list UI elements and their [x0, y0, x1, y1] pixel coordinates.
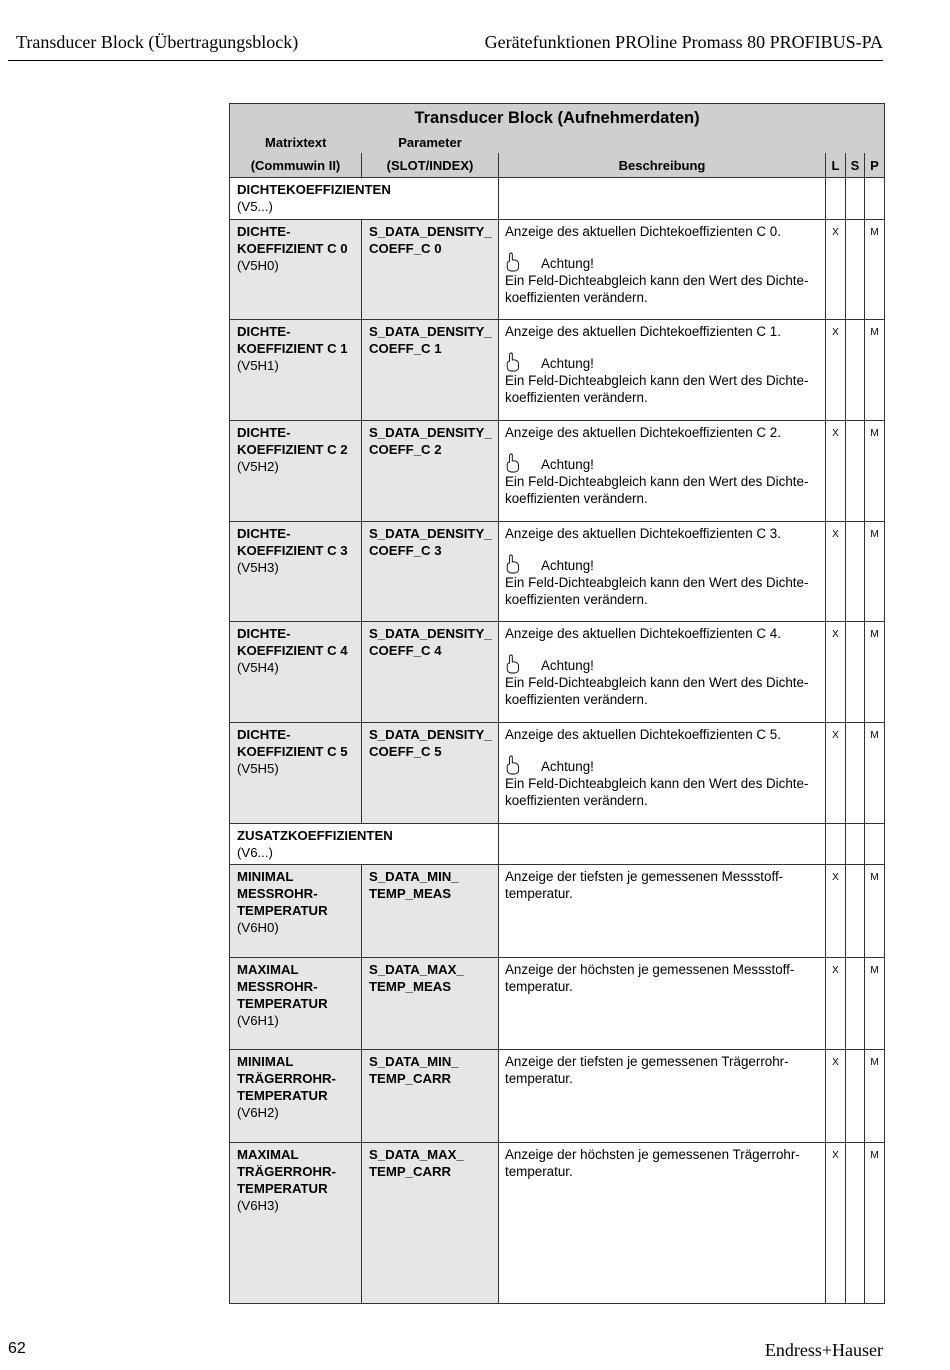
pointing-hand-icon [505, 654, 521, 674]
flag-p: M [865, 1050, 885, 1143]
parameter-name: COEFF_C 4 [369, 643, 442, 659]
parameter-name: S_DATA_DENSITY_ [369, 425, 492, 441]
pointing-hand-icon [505, 453, 521, 473]
parameter-name: S_DATA_MAX_ [369, 1146, 464, 1162]
group-code: (V6...) [237, 844, 273, 860]
col-header-s: S [846, 153, 865, 178]
warning-text: koeffizienten verändern. [505, 692, 648, 708]
pointing-hand-icon [505, 252, 521, 272]
header-section-title: Transducer Block (Übertragungsblock) [16, 32, 299, 52]
description-text: Anzeige der tiefsten je gemessenen Messstoff- [505, 868, 784, 884]
description-text: Anzeige der tiefsten je gemessenen Trägerrohr- [505, 1054, 789, 1070]
parameter-name: S_DATA_MAX_ [369, 961, 464, 977]
warning-text: koeffizienten verändern. [505, 591, 648, 607]
flag-s [846, 421, 865, 522]
warning-text: koeffizienten verändern. [505, 289, 648, 305]
warning-label: Achtung! [541, 457, 594, 473]
matrix-code: (V6H2) [237, 1105, 279, 1121]
flag-l: X [826, 219, 846, 320]
matrix-text: MINIMAL [237, 1054, 294, 1070]
warning-text: Ein Feld-Dichteabgleich kann den Wert des Dichte- [505, 474, 809, 490]
matrix-text: DICHTE- [237, 223, 291, 239]
matrix-code: (V5H5) [237, 761, 279, 777]
matrix-text: MESSROHR- [237, 885, 318, 901]
flag-s [846, 957, 865, 1050]
table-row [230, 1142, 885, 1303]
table-title: Transducer Block (Aufnehmerdaten) [230, 104, 885, 132]
warning-label: Achtung! [541, 356, 594, 372]
matrix-code: (V5H2) [237, 459, 279, 475]
matrix-text: DICHTE- [237, 525, 291, 541]
description-text: Anzeige des aktuellen Dichtekoeffizienten C 4. [505, 626, 781, 642]
warning-text: Ein Feld-Dichteabgleich kann den Wert des Dichte- [505, 776, 809, 792]
pointing-hand-icon [505, 755, 521, 775]
matrix-text: MESSROHR- [237, 978, 318, 994]
col-header-slot-index: (SLOT/INDEX) [362, 153, 499, 178]
matrix-text: DICHTE- [237, 324, 291, 340]
matrix-text: TRÄGERROHR- [237, 1163, 336, 1179]
description-text: temperatur. [505, 1071, 573, 1087]
table-row [230, 521, 885, 622]
description-text: temperatur. [505, 1163, 573, 1179]
warning-text: Ein Feld-Dichteabgleich kann den Wert des Dichte- [505, 574, 809, 590]
parameter-name: TEMP_MEAS [369, 885, 452, 901]
pointing-hand-icon [505, 554, 521, 574]
matrix-text: TEMPERATUR [237, 902, 328, 918]
matrix-code: (V6H0) [237, 919, 279, 935]
warning-text: Ein Feld-Dichteabgleich kann den Wert des Dichte- [505, 373, 809, 389]
col-header-beschreibung: Beschreibung [499, 153, 826, 178]
col-header-commuwin: (Commuwin II) [230, 153, 362, 178]
table-row [230, 219, 885, 320]
flag-s [846, 1142, 865, 1303]
matrix-code: (V5H1) [237, 358, 279, 374]
flag-s [846, 320, 865, 421]
matrix-text: KOEFFIZIENT C 2 [237, 442, 348, 458]
matrix-code: (V5H3) [237, 559, 279, 575]
group-code: (V5...) [237, 199, 273, 215]
flag-s [846, 219, 865, 320]
flag-l: X [826, 957, 846, 1050]
description-text: temperatur. [505, 885, 573, 901]
flag-s [846, 723, 865, 824]
matrix-text: MAXIMAL [237, 1146, 299, 1162]
flag-l: X [826, 622, 846, 723]
parameter-name: COEFF_C 5 [369, 744, 442, 760]
flag-l: X [826, 320, 846, 421]
group-row [230, 823, 885, 864]
col-header-matrixtext: Matrixtext [230, 131, 362, 153]
pointing-hand-icon [505, 352, 521, 372]
parameter-name: TEMP_MEAS [369, 978, 452, 994]
parameter-name: S_DATA_MIN_ [369, 868, 459, 884]
page-number: 62 [8, 1340, 26, 1357]
flag-p: M [865, 1142, 885, 1303]
header-document-title: Gerätefunktionen PROline Promass 80 PROFIBUS-PA [484, 32, 883, 52]
matrix-text: TRÄGERROHR- [237, 1071, 336, 1087]
flag-l: X [826, 521, 846, 622]
warning-label: Achtung! [541, 255, 594, 271]
flag-p: M [865, 723, 885, 824]
matrix-code: (V5H4) [237, 660, 279, 676]
flag-p: M [865, 864, 885, 957]
page-header [8, 30, 883, 61]
parameter-name: S_DATA_DENSITY_ [369, 626, 492, 642]
flag-s [846, 1050, 865, 1143]
col-header-p: P [865, 153, 885, 178]
flag-s [846, 864, 865, 957]
flag-l: X [826, 723, 846, 824]
description-text: temperatur. [505, 978, 573, 994]
matrix-text: DICHTE- [237, 425, 291, 441]
parameter-name: COEFF_C 1 [369, 341, 442, 357]
parameter-name: COEFF_C 2 [369, 442, 442, 458]
page-footer [8, 1340, 883, 1362]
matrix-text: DICHTE- [237, 727, 291, 743]
table-row [230, 421, 885, 522]
warning-label: Achtung! [541, 759, 594, 775]
brand-logo: Endress+Hauser [764, 1340, 883, 1360]
warning-text: koeffizienten verändern. [505, 390, 648, 406]
parameter-name: TEMP_CARR [369, 1163, 452, 1179]
flag-p: M [865, 521, 885, 622]
parameter-name: TEMP_CARR [369, 1071, 452, 1087]
description-text: Anzeige des aktuellen Dichtekoeffizienten C 0. [505, 223, 781, 239]
parameter-name: S_DATA_DENSITY_ [369, 324, 492, 340]
parameter-name: COEFF_C 0 [369, 240, 442, 256]
matrix-text: TEMPERATUR [237, 995, 328, 1011]
matrix-code: (V5H0) [237, 257, 279, 273]
warning-text: koeffizienten verändern. [505, 491, 648, 507]
warning-text: koeffizienten verändern. [505, 793, 648, 809]
col-header-parameter: Parameter [398, 134, 462, 150]
description-text: Anzeige der höchsten je gemessenen Messstoff- [505, 961, 795, 977]
group-name: ZUSATZKOEFFIZIENTEN [237, 827, 393, 843]
parameter-name: S_DATA_DENSITY_ [369, 525, 492, 541]
warning-label: Achtung! [541, 557, 594, 573]
matrix-text: KOEFFIZIENT C 5 [237, 744, 348, 760]
description-text: Anzeige der höchsten je gemessenen Trägerrohr- [505, 1146, 800, 1162]
matrix-text: KOEFFIZIENT C 0 [237, 240, 348, 256]
warning-label: Achtung! [541, 658, 594, 674]
transducer-block-table [229, 103, 885, 1304]
flag-p: M [865, 320, 885, 421]
flag-p: M [865, 421, 885, 522]
warning-text: Ein Feld-Dichteabgleich kann den Wert des Dichte- [505, 272, 809, 288]
description-text: Anzeige des aktuellen Dichtekoeffizienten C 1. [505, 324, 781, 340]
description-text: Anzeige des aktuellen Dichtekoeffizienten C 2. [505, 425, 781, 441]
matrix-text: MINIMAL [237, 868, 294, 884]
flag-p: M [865, 957, 885, 1050]
warning-text: Ein Feld-Dichteabgleich kann den Wert des Dichte- [505, 675, 809, 691]
matrix-code: (V6H3) [237, 1197, 279, 1213]
flag-l: X [826, 864, 846, 957]
parameter-name: S_DATA_DENSITY_ [369, 223, 492, 239]
matrix-code: (V6H1) [237, 1012, 279, 1028]
col-header-l: L [826, 153, 846, 178]
matrix-text: KOEFFIZIENT C 1 [237, 341, 348, 357]
table-row [230, 957, 885, 1050]
table-row [230, 320, 885, 421]
parameter-name: S_DATA_MIN_ [369, 1054, 459, 1070]
table-row [230, 622, 885, 723]
matrix-text: MAXIMAL [237, 961, 299, 977]
description-text: Anzeige des aktuellen Dichtekoeffizienten C 3. [505, 525, 781, 541]
flag-s [846, 622, 865, 723]
matrix-text: TEMPERATUR [237, 1088, 328, 1104]
flag-l: X [826, 1142, 846, 1303]
table-row [230, 723, 885, 824]
parameter-name: S_DATA_DENSITY_ [369, 727, 492, 743]
matrix-text: KOEFFIZIENT C 3 [237, 542, 348, 558]
flag-p: M [865, 622, 885, 723]
matrix-text: TEMPERATUR [237, 1180, 328, 1196]
table-row [230, 864, 885, 957]
flag-p: M [865, 219, 885, 320]
matrix-text: DICHTE- [237, 626, 291, 642]
description-text: Anzeige des aktuellen Dichtekoeffizienten C 5. [505, 727, 781, 743]
matrix-text: KOEFFIZIENT C 4 [237, 643, 348, 659]
flag-l: X [826, 1050, 846, 1143]
parameter-name: COEFF_C 3 [369, 542, 442, 558]
group-name: DICHTEKOEFFIZIENTEN [237, 182, 391, 198]
flag-l: X [826, 421, 846, 522]
table-row [230, 1050, 885, 1143]
group-row [230, 178, 885, 219]
flag-s [846, 521, 865, 622]
